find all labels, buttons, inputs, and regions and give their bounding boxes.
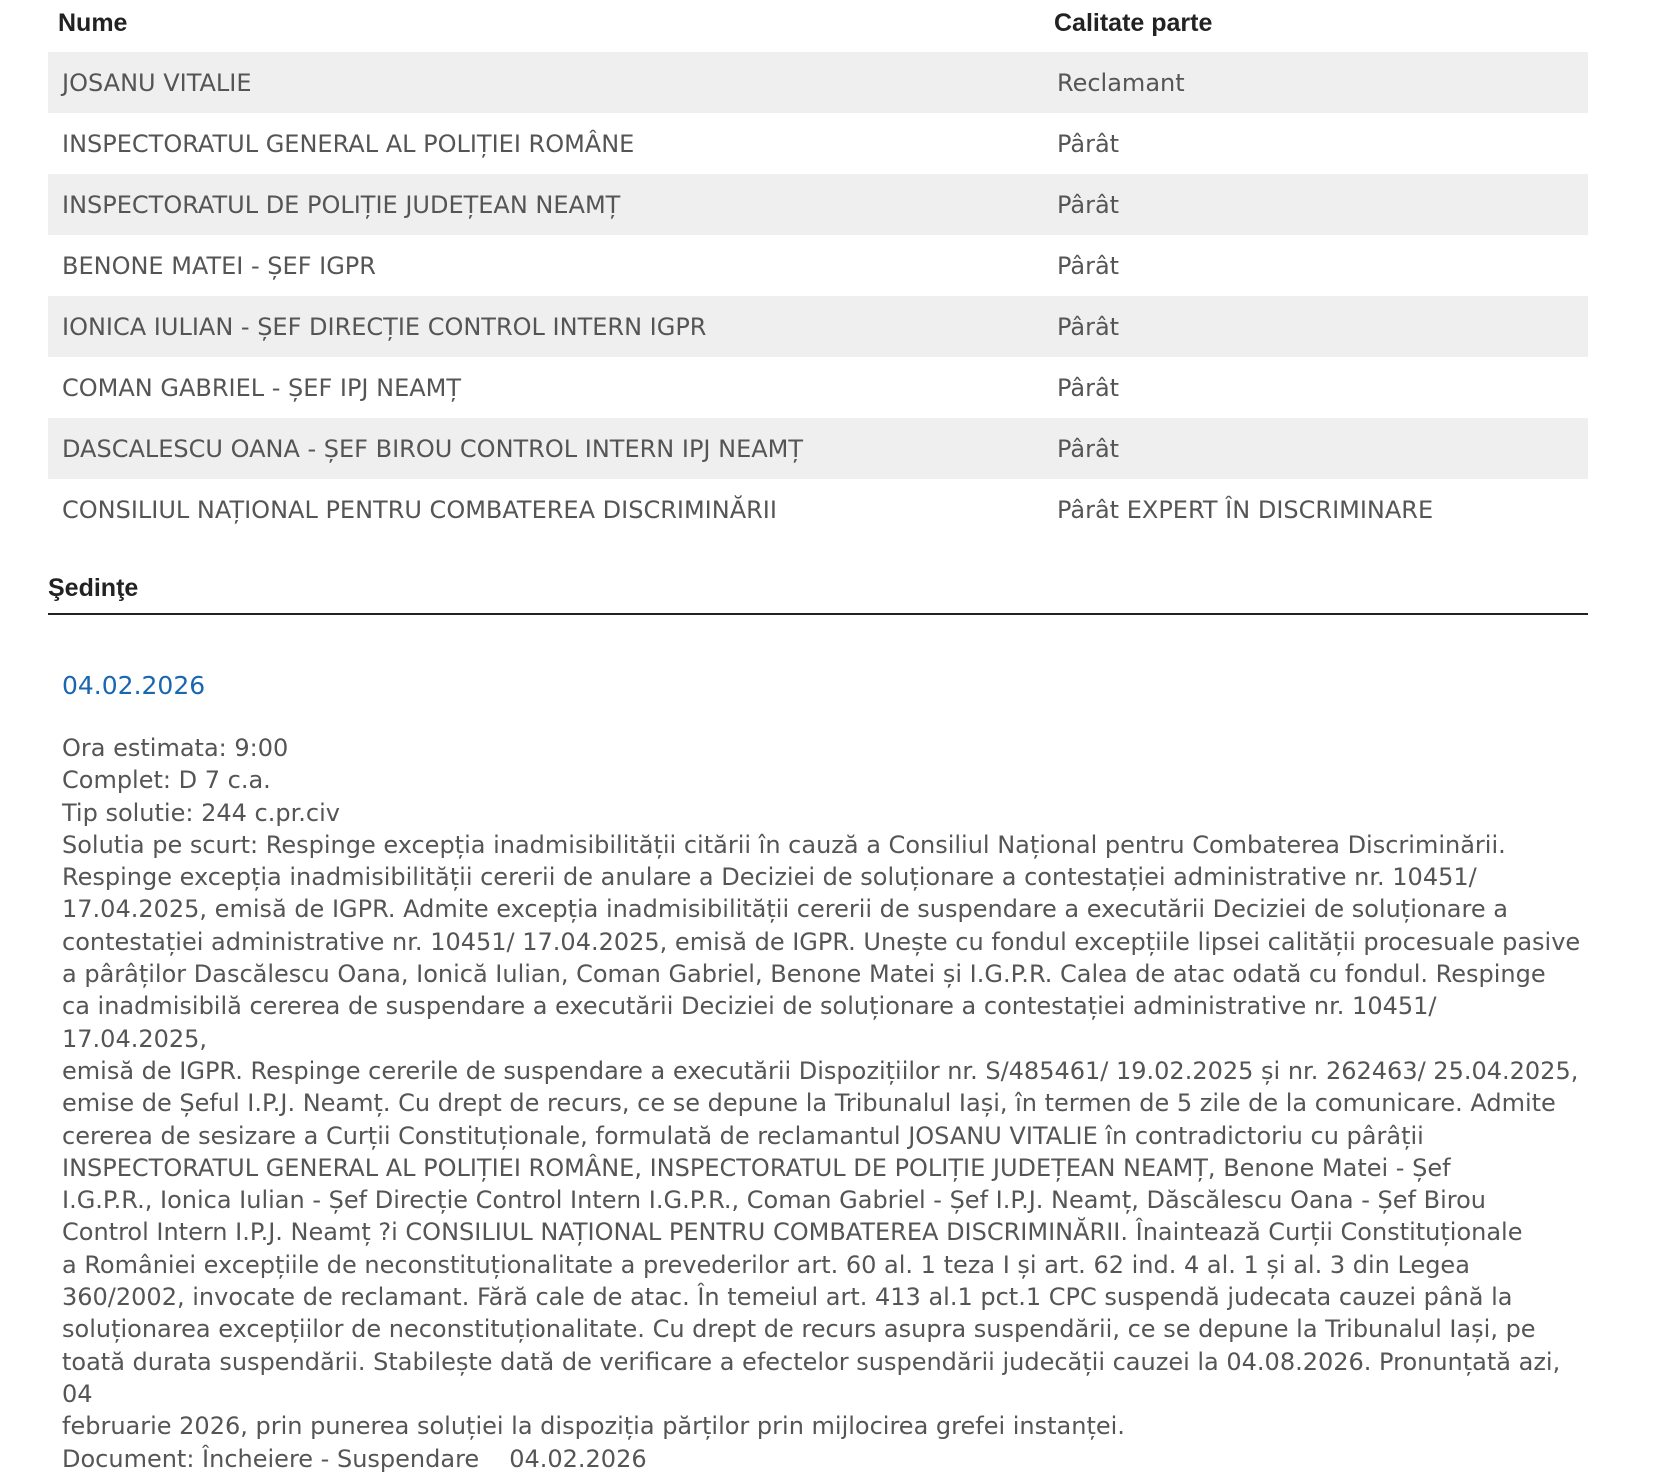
party-name: JOSANU VITALIE [62, 68, 252, 97]
solution-line: februarie 2026, prin punerea soluției la dispoziția părților prin mijlocirea grefei instanței. [62, 1412, 1125, 1441]
session-date-link[interactable]: 04.02.2026 [62, 671, 206, 700]
header-name: Nume [58, 8, 128, 37]
estimated-time: Ora estimata: 9:00 [62, 734, 289, 762]
solution-line: Respinge excepția inadmisibilității cererii de anulare a Deciziei de soluționare a contestației administrative nr. 10451/ [62, 863, 1477, 892]
solution-line: 17.04.2025, emisă de IGPR. Admite excepția inadmisibilității cererii de suspendare a executării Deciziei de soluționare a [62, 895, 1508, 924]
document-label: Document: Încheiere - Suspendare [62, 1444, 480, 1473]
case-detail-panel [48, 0, 1588, 1475]
table-row [48, 418, 1588, 479]
solution-line: contestației administrative nr. 10451/ 17.04.2025, emisă de IGPR. Unește cu fondul excepțiile lipsei calității procesuale pasive [62, 927, 1581, 956]
table-row [48, 174, 1588, 235]
solution-summary [62, 829, 1582, 1443]
party-name: BENONE MATEI - ȘEF IGPR [62, 251, 376, 280]
solution-line: a pârâților Dascălescu Oana, Ionică Iulian, Coman Gabriel, Benone Matei și I.G.P.R. Calea de atac odată cu fondul. Respinge [62, 960, 1546, 989]
party-role: Pârât [1057, 434, 1120, 463]
party-name: COMAN GABRIEL - ȘEF IPJ NEAMȚ [62, 373, 462, 402]
table-row [48, 479, 1588, 540]
party-name: INSPECTORATUL DE POLIȚIE JUDEȚEAN NEAMȚ [62, 190, 621, 219]
party-role: Pârât [1057, 251, 1120, 280]
party-name: DASCALESCU OANA - ȘEF BIROU CONTROL INTERN IPJ NEAMȚ [62, 434, 804, 463]
solution-line: cererea de sesizare a Curții Constituționale, formulată de reclamantul JOSANU VITALIE în contradictoriu cu pârâții [62, 1121, 1424, 1150]
parties-table-header [48, 0, 1588, 46]
solution-line: ca inadmisibilă cererea de suspendare a executării Deciziei de soluționare a contestației administrative nr. 10451/ 17.04.2025, [62, 992, 1437, 1053]
header-role: Calitate parte [1054, 8, 1213, 37]
party-name: IONICA IULIAN - ȘEF DIRECȚIE CONTROL INTERN IGPR [62, 312, 707, 341]
party-role: Reclamant [1057, 68, 1185, 97]
session-details [62, 732, 1582, 1475]
document-info [62, 1443, 1582, 1475]
party-role: Pârât [1057, 373, 1120, 402]
session-entry [48, 671, 1588, 1475]
table-row [48, 357, 1588, 418]
party-name: CONSILIUL NAȚIONAL PENTRU COMBATEREA DISCRIMINĂRII [62, 495, 777, 524]
table-row [48, 296, 1588, 357]
table-row [48, 235, 1588, 296]
solution-line: emisă de IGPR. Respinge cererile de suspendare a executării Dispozițiilor nr. S/485461/ 19.02.2025 și nr. 262463/ 25.04.2025, [62, 1056, 1579, 1085]
solution-line: I.G.P.R., Ionica Iulian - Șef Direcție Control Intern I.G.P.R., Coman Gabriel - Șef I.P.J. Neamț, Dăscălescu Oana - Șef Birou [62, 1186, 1486, 1215]
solution-line: INSPECTORATUL GENERAL AL POLIȚIEI ROMÂNE, INSPECTORATUL DE POLIȚIE JUDEȚEAN NEAMȚ, Benone Matei - Șef [62, 1153, 1451, 1182]
solution-type: Tip solutie: 244 c.pr.civ [62, 798, 340, 827]
solution-line: 360/2002, invocate de reclamant. Fără cale de atac. În temeiul art. 413 al.1 pct.1 CPC suspendă judecata cauzei până la [62, 1283, 1513, 1312]
table-row [48, 113, 1588, 174]
solution-line: a României excepțiile de neconstituționalitate a prevederilor art. 60 al. 1 teza I și art. 62 ind. 4 al. 1 și al. 3 din Legea [62, 1250, 1470, 1279]
solution-line: Control Intern I.P.J. Neamț ?i CONSILIUL NAȚIONAL PENTRU COMBATEREA DISCRIMINĂRII. Înaintează Curții Constituționale [62, 1218, 1523, 1247]
party-role: Pârât [1057, 312, 1120, 341]
party-role: Pârât [1057, 129, 1120, 158]
document-date: 04.02.2026 [509, 1444, 647, 1473]
solution-line: Solutia pe scurt: Respinge excepția inadmisibilității citării în cauză a Consiliul Național pentru Combaterea Discriminării. [62, 830, 1506, 859]
sessions-section-title: Şedinţe [48, 574, 1588, 615]
parties-table [48, 52, 1588, 540]
party-role: Pârât EXPERT ÎN DISCRIMINARE [1057, 495, 1434, 524]
panel-info: Complet: D 7 c.a. [62, 766, 271, 795]
solution-line: toată durata suspendării. Stabilește dată de verificare a efectelor suspendării judecății cauzei la 04.08.2026. Pronunțată azi, 04 [62, 1347, 1561, 1408]
solution-line: soluționarea excepțiilor de neconstituționalitate. Cu drept de recurs asupra suspendării, ce se depune la Tribunalul Iași, pe [62, 1315, 1536, 1344]
party-name: INSPECTORATUL GENERAL AL POLIȚIEI ROMÂNE [62, 129, 635, 158]
solution-line: emise de Șeful I.P.J. Neamț. Cu drept de recurs, ce se depune la Tribunalul Iași, în termen de 5 zile de la comunicare. Admite [62, 1089, 1556, 1118]
table-row [48, 52, 1588, 113]
party-role: Pârât [1057, 190, 1120, 219]
